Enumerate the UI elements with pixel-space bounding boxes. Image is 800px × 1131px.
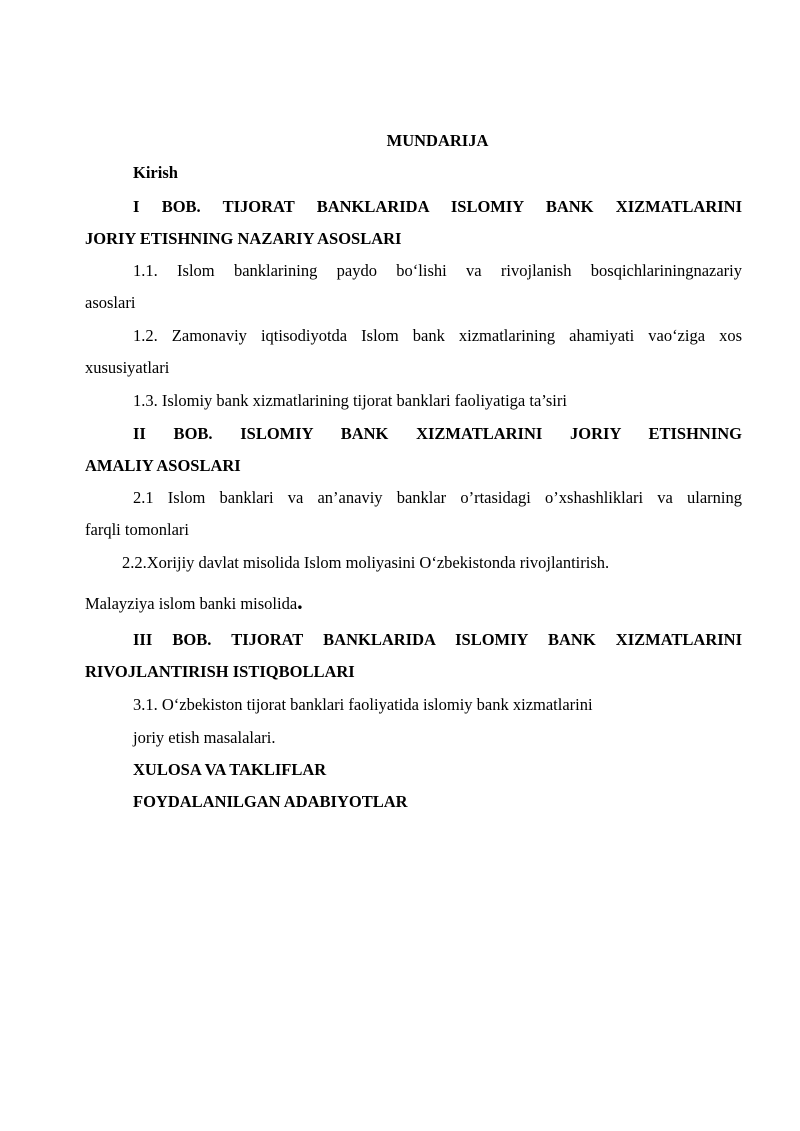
toc-chapter-3-line-2: RIVOJLANTIRISH ISTIQBOLLARI [85,662,355,681]
toc-chapter-2-line-2: AMALIY ASOSLARI [85,456,241,475]
toc-title: MUNDARIJA [386,131,489,150]
toc-chapter-1-line-1: I BOB. TIJORAT BANKLARIDA ISLOMIY BANK XIZMATLARINI [133,197,742,216]
toc-section-2-2-line-2 [85,589,303,614]
toc-section-2-2-text: Malayziya islom banki misolida [85,594,298,613]
toc-section-1-2-line-2: xususiyatlari [85,358,170,377]
toc-entry-intro: Kirish [133,163,178,182]
toc-section-2-1-line-2: farqli tomonlari [85,520,190,539]
toc-section-3-1-line-2: joriy etish masalalari. [133,728,276,747]
toc-entry-conclusion: XULOSA VA TAKLIFLAR [133,760,327,779]
toc-section-3-1-line-1: 3.1. O‘zbekiston tijorat banklari faoliyatida islomiy bank xizmatlarini [133,695,593,714]
toc-section-2-2-period: . [297,589,303,614]
toc-section-1-3: 1.3. Islomiy bank xizmatlarining tijorat banklari faoliyatiga ta’siri [133,391,567,410]
toc-section-2-2-line-1: 2.2.Xorijiy davlat misolida Islom moliyasini O‘zbekistonda rivojlantirish. [122,553,610,572]
toc-entry-references: FOYDALANILGAN ADABIYOTLAR [133,792,408,811]
toc-section-1-2-line-1: 1.2. Zamonaviy iqtisodiyotda Islom bank xizmatlarining ahamiyati vao‘ziga xos [133,326,742,345]
toc-chapter-3-line-1: III BOB. TIJORAT BANKLARIDA ISLOMIY BANK XIZMATLARINI [133,630,742,649]
toc-section-1-1-line-1: 1.1. Islom banklarining paydo bo‘lishi va rivojlanish bosqichlariningnazariy [133,261,742,280]
toc-section-1-1-line-2: asoslari [85,293,136,312]
toc-chapter-1-line-2: JORIY ETISHNING NAZARIY ASOSLARI [85,229,402,248]
toc-section-2-1-line-1: 2.1 Islom banklari va an’anaviy banklar o’rtasidagi o’xshashliklari va ularning [133,488,742,507]
toc-chapter-2-line-1: II BOB. ISLOMIY BANK XIZMATLARINI JORIY ETISHNING [133,424,742,443]
